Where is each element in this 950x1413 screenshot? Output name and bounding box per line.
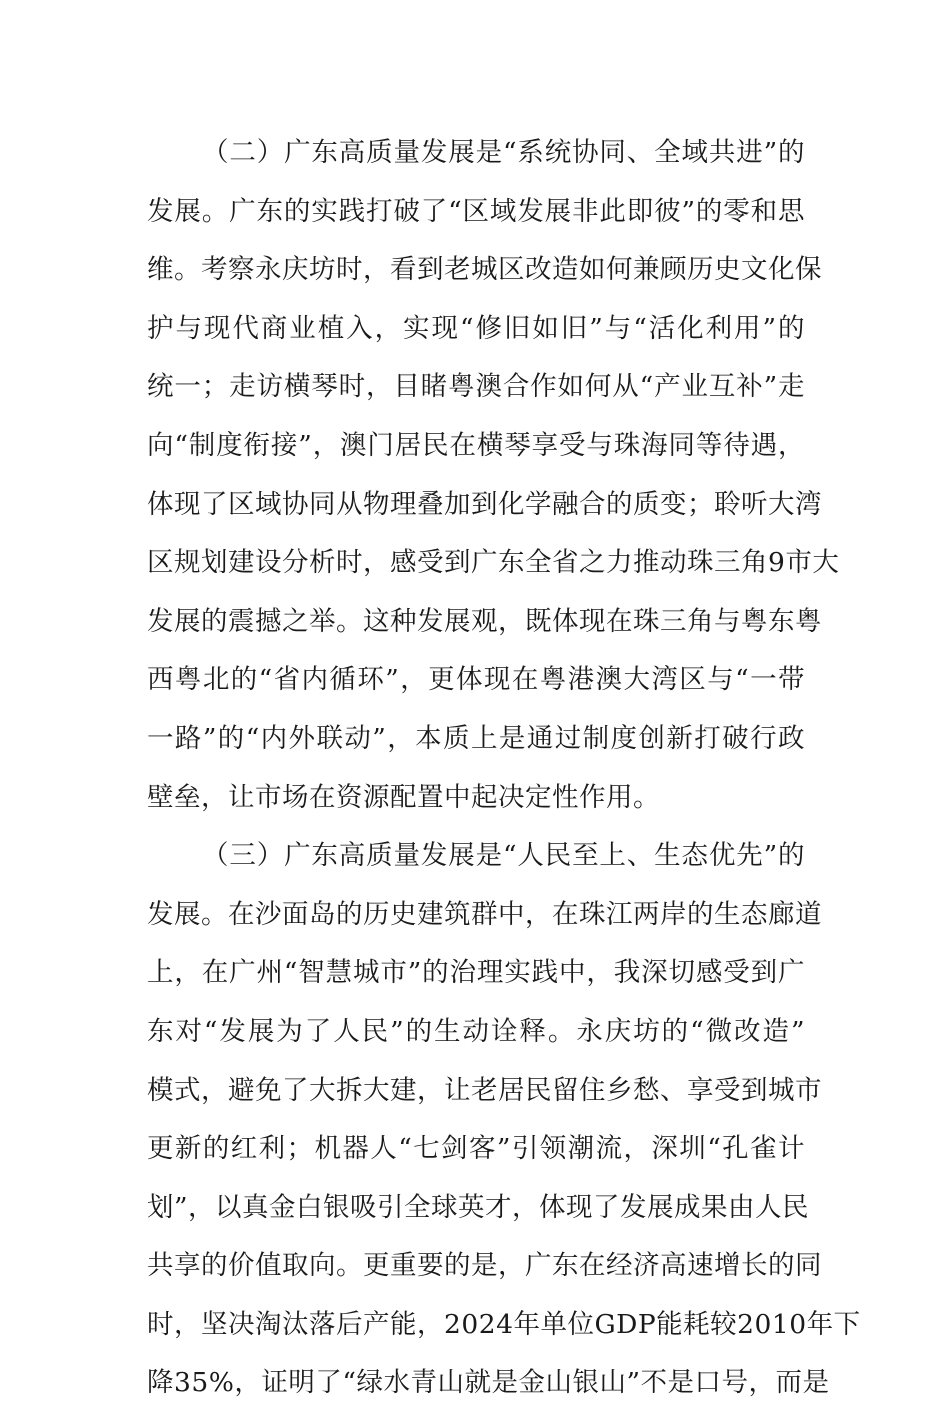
paragraph-line: 划”，以真金白银吸引全球英才，体现了发展成果由人民 — [147, 1191, 810, 1223]
paragraph-line: 维。考察永庆坊时，看到老城区改造如何兼顾历史文化保 — [147, 254, 822, 286]
paragraph-line: 一路”的“内外联动”，本质上是通过制度创新打破行政 — [147, 722, 805, 754]
paragraph-line: 统一；走访横琴时，目睹粤澳合作如何从“产业互补”走 — [147, 371, 805, 403]
paragraph-line: 向“制度衔接”，澳门居民在横琴享受与珠海同等待遇， — [147, 429, 805, 461]
paragraph-line: （三）广东高质量发展是“人民至上、生态优先”的 — [202, 840, 805, 872]
paragraph-line: （二）广东高质量发展是“系统协同、全域共进”的 — [202, 137, 805, 168]
paragraph-line: 发展。广东的实践打破了“区域发展非此即彼”的零和思 — [147, 195, 805, 227]
paragraph-line: 区规划建设分析时，感受到广东全省之力推动珠三角9市大 — [147, 547, 840, 579]
paragraph-line: 降35%，证明了“绿水青山就是金山银山”不是口号，而是 — [147, 1367, 830, 1399]
paragraph-line: 模式，避免了大拆大建，让老居民留住乡愁、享受到城市 — [147, 1074, 822, 1106]
paragraph-2 — [147, 124, 840, 827]
paragraph-line: 护与现代商业植入，实现“修旧如旧”与“活化利用”的 — [147, 312, 805, 344]
paragraph-line: 时，坚决淘汰落后产能，2024年单位GDP能耗较2010年下 — [147, 1308, 861, 1340]
paragraph-line: 发展。在沙面岛的历史建筑群中，在珠江两岸的生态廊道 — [147, 898, 822, 930]
body-text — [147, 124, 861, 1413]
paragraph-line: 共享的价值取向。更重要的是，广东在经济高速增长的同 — [147, 1250, 822, 1282]
paragraph-line: 西粤北的“省内循环”，更体现在粤港澳大湾区与“一带 — [147, 664, 805, 696]
paragraph-line: 壁垒，让市场在资源配置中起决定性作用。 — [147, 781, 660, 813]
paragraph-line: 上，在广州“智慧城市”的治理实践中，我深切感受到广 — [147, 957, 805, 989]
paragraph-3 — [147, 827, 861, 1413]
paragraph-line: 发展的震撼之举。这种发展观，既体现在珠三角与粤东粤 — [147, 605, 822, 637]
paragraph-line: 更新的红利；机器人“七剑客”引领潮流，深圳“孔雀计 — [147, 1133, 805, 1165]
paragraph-line: 体现了区域协同从物理叠加到化学融合的质变；聆听大湾 — [147, 488, 822, 520]
paragraph-line: 东对“发展为了人民”的生动诠释。永庆坊的“微改造” — [147, 1015, 805, 1047]
